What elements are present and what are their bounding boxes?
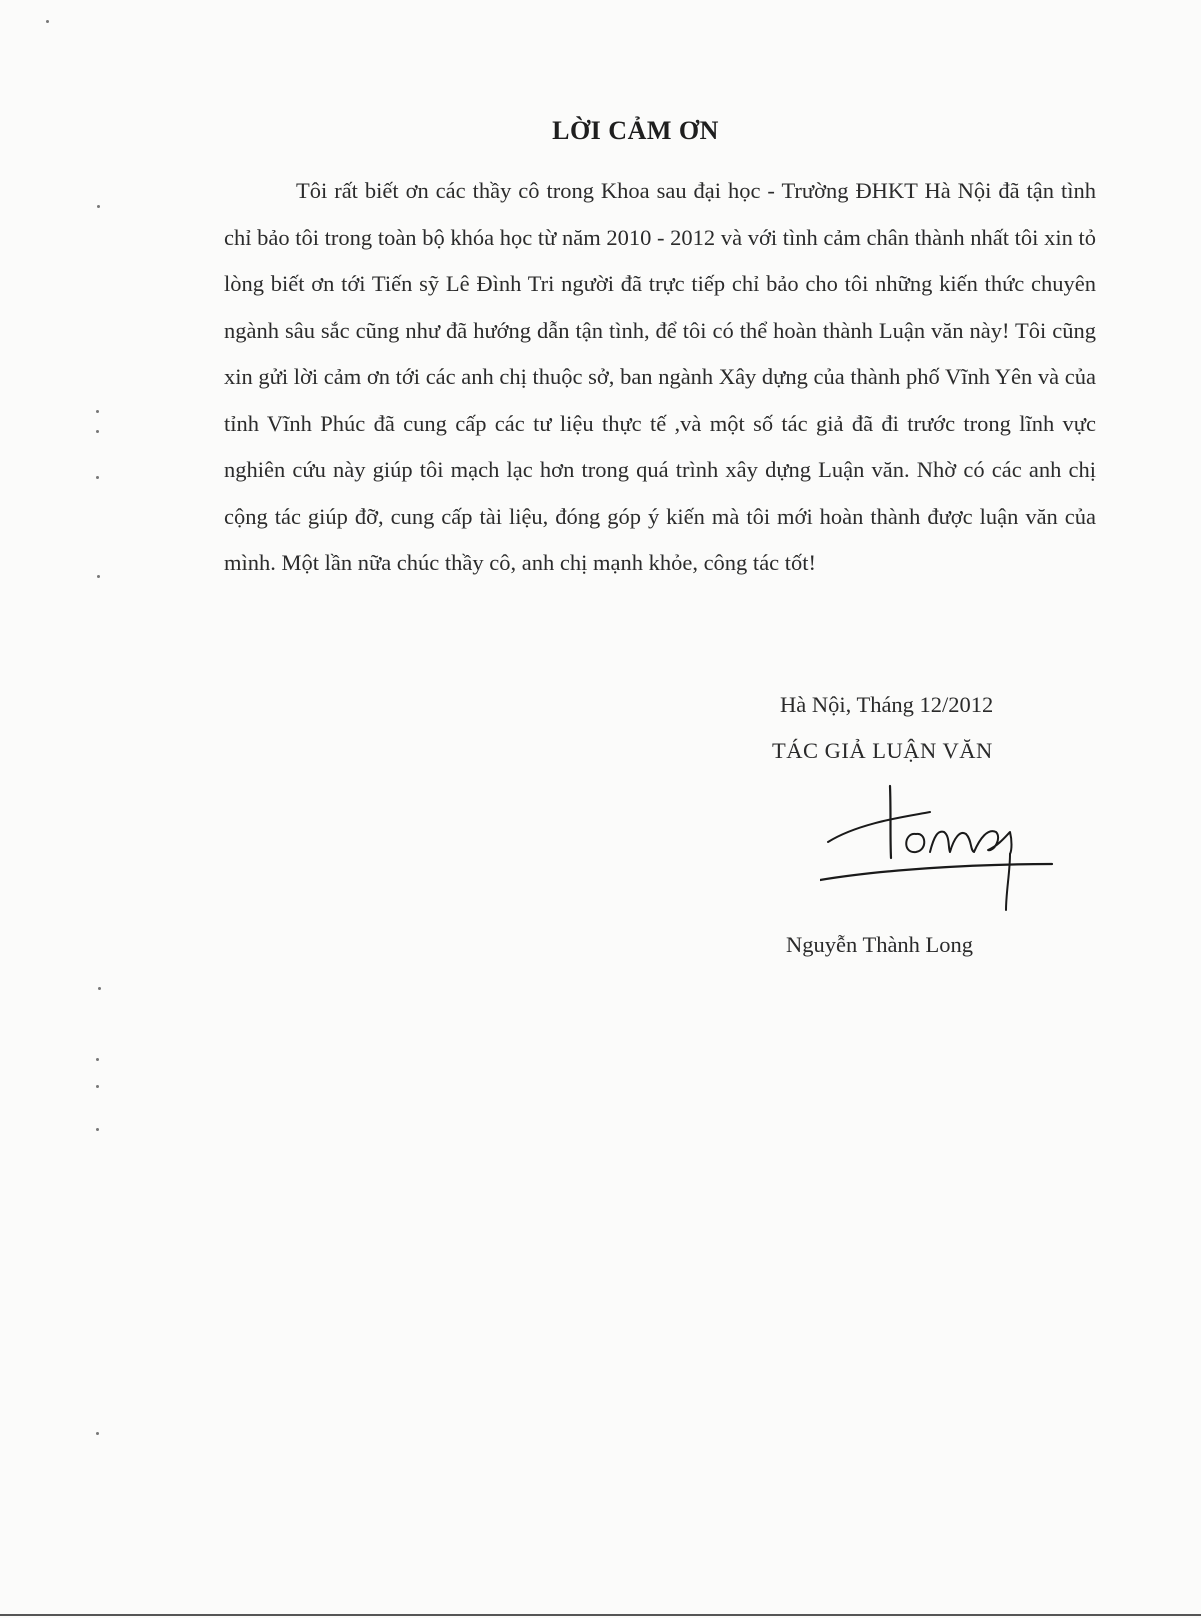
- scan-speck: [96, 1432, 99, 1435]
- scan-speck: [46, 20, 49, 23]
- scan-speck: [98, 987, 101, 990]
- scan-speck: [97, 205, 100, 208]
- scan-speck: [97, 575, 100, 578]
- place-date: Hà Nội, Tháng 12/2012: [780, 692, 994, 717]
- scan-edge-line: [0, 1614, 1201, 1616]
- acknowledgement-paragraph: Tôi rất biết ơn các thầy cô trong Khoa sau đại học - Trường ĐHKT Hà Nội đã tận tình chỉ bảo tôi trong toàn bộ khóa học từ năm 2010 - 2012 và với tình cảm chân thành nhất tôi xin tỏ lòng biết ơn tới Tiến sỹ Lê Đình Tri người đã trực tiếp chỉ bảo cho tôi những kiến thức chuyên ngành sâu sắc cũng như đã hướng dẫn tận tình, để tôi có thể hoàn thành Luận văn này! Tôi cũng xin gửi lời cảm ơn tới các anh chị thuộc sở, ban ngành Xây dựng của thành phố Vĩnh Yên và của tỉnh Vĩnh Phúc đã cung cấp các tư liệu thực tế ,và một số tác giả đã đi trước trong lĩnh vực nghiên cứu này giúp tôi mạch lạc hơn trong quá trình xây dựng Luận văn. Nhờ có các anh chị cộng tác giúp đỡ, cung cấp tài liệu, đóng góp ý kiến mà tôi mới hoàn thành được luận văn của mình. Một lần nữa chúc thầy cô, anh chị mạnh khỏe, công tác tốt!: [224, 178, 1096, 575]
- handwritten-signature: [820, 782, 1060, 912]
- scan-speck: [96, 430, 99, 433]
- author-label: TÁC GIẢ LUẬN VĂN: [772, 738, 993, 763]
- scan-speck: [96, 1085, 99, 1088]
- author-name: Nguyễn Thành Long: [786, 932, 974, 957]
- page-title: LỜI CẢM ƠN: [552, 116, 719, 145]
- scan-speck: [96, 410, 99, 413]
- scan-speck: [96, 1128, 99, 1131]
- scan-speck: [96, 476, 99, 479]
- scan-speck: [96, 1058, 99, 1061]
